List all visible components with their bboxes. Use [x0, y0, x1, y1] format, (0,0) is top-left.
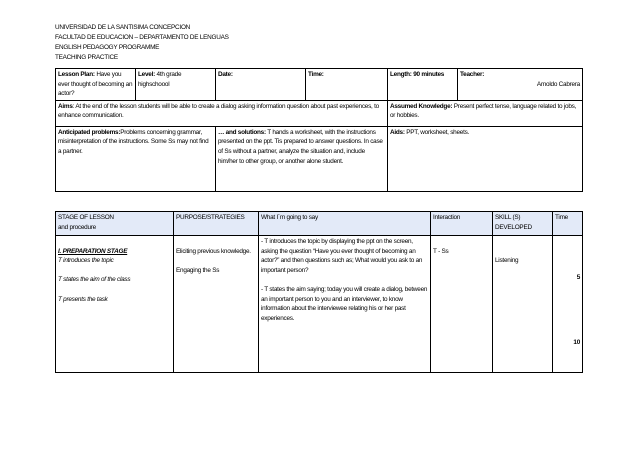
assumed-knowledge-value: Present perfect tense, language related to jobs, or hobbies. — [390, 102, 577, 120]
stage-step-1: T introduces the topic — [58, 257, 114, 265]
solutions-cell — [216, 126, 388, 191]
solutions-label: … and solutions: — [218, 128, 266, 136]
time-value-2: 10 — [573, 338, 580, 346]
stage-step-3: T presents the task — [58, 295, 108, 303]
say-paragraph-1: - T introduces the topic by displaying the ppt on the screen, asking the question “Have you ever thought of becoming an actor?” and then questions such as; What would you ask to an important person? — [261, 238, 423, 274]
document-header — [55, 23, 229, 63]
stage-cell — [56, 236, 174, 373]
length-cell — [388, 69, 458, 101]
time-value-1: 5 — [576, 274, 580, 281]
date-cell — [216, 69, 306, 101]
purpose-header: PURPOSE/STRATEGIES — [174, 212, 259, 236]
skill-value: Listening — [495, 257, 519, 265]
say-header: What I´m going to say — [259, 212, 431, 236]
stage-header — [56, 212, 174, 236]
lesson-plan-table — [55, 68, 583, 192]
interaction-value: T - Ss — [433, 247, 449, 255]
length-label: Length: — [390, 71, 412, 78]
purpose-2: Engaging the Ss — [176, 266, 220, 274]
interaction-header: Interaction — [431, 212, 493, 236]
teacher-label: Teacher: — [460, 71, 485, 78]
aims-label: Aims — [58, 102, 73, 110]
table-row — [56, 236, 583, 373]
stage-header-line1: STAGE OF LESSON — [58, 214, 114, 221]
programme-name: ENGLISH PEDAGOGY PROGRAMME — [55, 44, 160, 51]
aids-label: Aids: — [390, 128, 405, 136]
length-value: 90 minutes — [413, 71, 445, 78]
stage-step-2: T states the aim of the class — [58, 276, 131, 284]
skill-header — [493, 212, 553, 236]
anticipated-problems-value: Problems concerning grammar, misinterpretation of the instructions. Some Ss may not find a partner. — [58, 128, 209, 155]
anticipated-problems-label: Anticipated problems: — [58, 128, 121, 136]
university-name: UNIVERSIDAD DE LA SANTISIMA CONCEPCION — [55, 24, 191, 31]
skill-header-line1: SKILL (S) — [495, 214, 521, 221]
time-header: Time — [553, 212, 583, 236]
time-label: Time: — [308, 71, 324, 78]
teacher-cell — [458, 69, 583, 101]
course-name: TEACHING PRACTICE — [55, 54, 118, 61]
say-cell — [259, 236, 431, 373]
teacher-value: Arnoldo Cabrera — [536, 80, 580, 88]
assumed-knowledge-label: Assumed Knowledge: — [390, 102, 453, 110]
skill-header-line2: DEVELOPED — [495, 223, 532, 231]
say-paragraph-2: - T states the aim saying; today you will create a dialog, between an important person to you and an interviewer, to know information about the interviewee relating his or her past experiences. — [261, 285, 428, 322]
aids-cell — [388, 126, 583, 191]
level-cell — [136, 69, 216, 101]
anticipated-problems-cell — [56, 126, 216, 191]
aims-cell — [56, 100, 388, 126]
lesson-plan-cell — [56, 69, 136, 101]
interaction-cell — [431, 236, 493, 373]
lesson-plan-value: Have you ever thought of becoming an actor? — [58, 71, 133, 98]
aims-value: : At the end of the lesson students will be able to create a dialog asking information question about past experiences, to enhance communication. — [58, 102, 379, 120]
stage-header-line2: and procedure — [58, 223, 96, 231]
assumed-knowledge-cell — [388, 100, 583, 126]
stage-table — [55, 211, 583, 373]
time-cell — [306, 69, 388, 101]
date-label: Date: — [218, 71, 233, 78]
solutions-value: T hands a worksheet, with the instructions presented on the ppt. Tis prepared to answer questions. In case of Ss without a partner, analyze the situation and, include him/her to other group, or another alone student. — [218, 128, 383, 165]
stage-title: I. PREPARATION STAGE — [58, 247, 128, 255]
level-value: 4th grade highschoool — [138, 71, 182, 88]
time-value-cell — [553, 236, 583, 373]
lesson-plan-label: Lesson Plan: — [58, 71, 95, 78]
level-label: Level: — [138, 71, 155, 78]
skill-cell — [493, 236, 553, 373]
aids-value: PPT, worksheet, sheets. — [406, 128, 470, 136]
faculty-name: FACULTAD DE EDUCACION – DEPARTAMENTO DE LENGUAS — [55, 34, 229, 41]
purpose-cell — [174, 236, 259, 373]
purpose-1: Eliciting previous knowledge. — [176, 247, 251, 255]
